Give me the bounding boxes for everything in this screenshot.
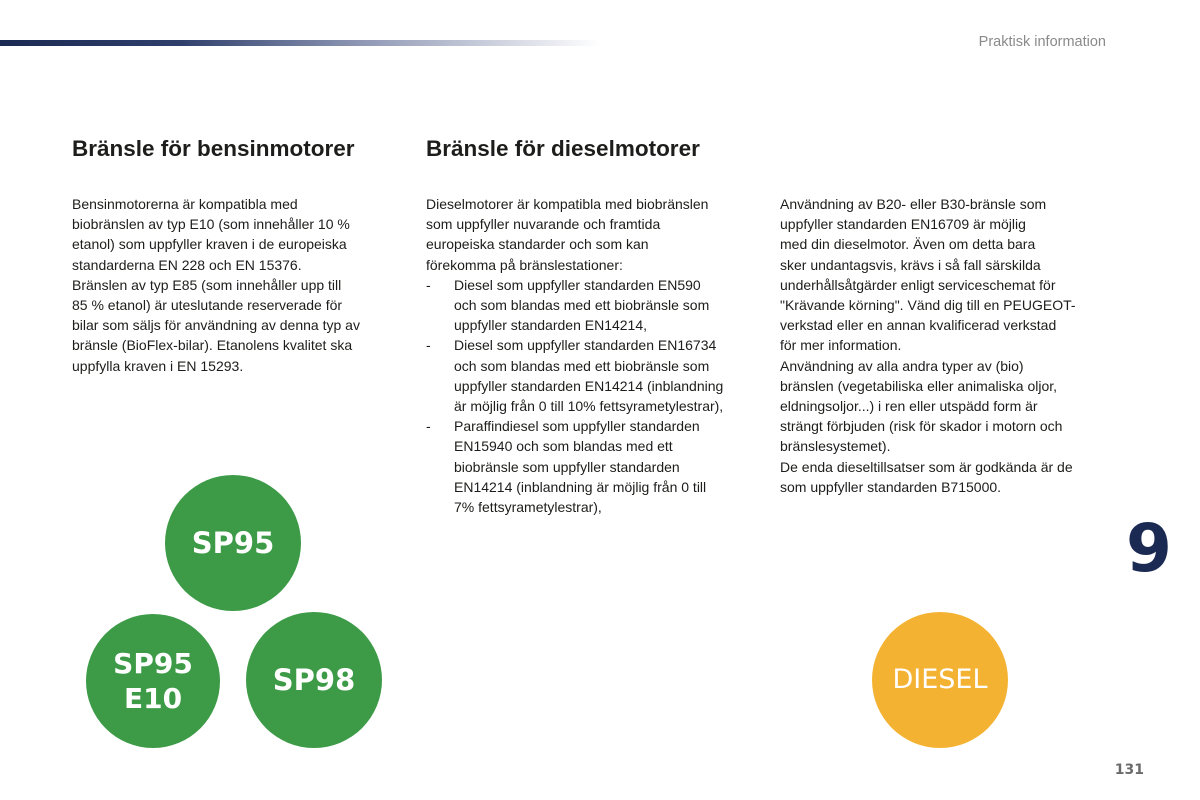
text-line: och som blandas med ett biobränsle som: [454, 297, 710, 314]
text-line: som uppfyller nuvarande och framtida: [426, 216, 661, 233]
text-line: 85 % etanol) är uteslutande reserverade för: [72, 297, 343, 314]
sp95-e10-badge-label-line2: E10: [123, 682, 183, 715]
text-line: för mer information.: [780, 337, 902, 354]
text-line: underhållsåtgärder enligt serviceschemat för: [780, 276, 1056, 293]
text-line: EN14214 (inblandning är möjlig från 0 till: [454, 478, 707, 495]
text-line: med din dieselmotor. Även om detta bara: [780, 236, 1036, 253]
sp98-badge-label: SP98: [272, 662, 356, 697]
text-line: europeiska standarder och som kan: [426, 236, 649, 253]
text-line: bilar som säljs för användning av denna typ av: [72, 317, 360, 334]
sp95-e10-badge-label-line1: SP95: [113, 647, 193, 680]
text-line: bränslesystemet).: [780, 438, 891, 455]
text-line: uppfylla kraven i EN 15293.: [72, 357, 244, 374]
text-line: Bensinmotorerna är kompatibla med: [72, 196, 298, 212]
text-line: som uppfyller standarden B715000.: [780, 478, 1002, 495]
page-number: 131: [1114, 762, 1144, 778]
text-line: bränslen (vegetabiliska eller animaliska oljor,: [780, 377, 1058, 394]
diesel-heading: Bränsle för dieselmotorer: [426, 136, 700, 161]
petrol-paragraph: [72, 194, 402, 376]
text-line: 7% fettsyrametylestrar),: [454, 499, 602, 516]
text-line: bränsle (BioFlex-bilar). Etanolens kvalitet ska: [72, 337, 353, 354]
diesel-notes: [780, 194, 1125, 497]
petrol-heading: Bränsle för bensinmotorer: [72, 136, 355, 161]
text-line: uppfyller standarden EN16709 är möjlig: [780, 216, 1026, 233]
text-line: biobränsle som uppfyller standarden: [454, 458, 680, 475]
text-line: förekomma på bränslestationer:: [426, 256, 623, 273]
petrol-body: [72, 194, 402, 376]
text-line: verkstad eller en annan kvalificerad verkstad: [780, 317, 1057, 334]
sp95-e10-fuel-badge: [86, 614, 220, 748]
text-line: uppfyller standarden EN14214 (inblandning: [454, 377, 724, 394]
list-item: [426, 275, 766, 336]
text-line: Användning av B20- eller B30-bränsle som: [780, 196, 1047, 212]
header-gradient-bar: [0, 40, 600, 46]
diesel-intro: [426, 194, 766, 275]
text-line: standarderna EN 228 och EN 15376.: [72, 256, 302, 273]
text-line: Paraffindiesel som uppfyller standarden: [454, 418, 700, 435]
text-line: strängt förbjuden (risk för skador i motorn och: [780, 418, 1063, 435]
text-line: "Krävande körning". Vänd dig till en PEUGEOT-: [780, 297, 1076, 314]
text-line: biobränslen av typ E10 (som innehåller 10 %: [72, 216, 350, 233]
list-item: [426, 416, 766, 517]
text-line: Användning av alla andra typer av (bio): [780, 357, 1024, 374]
text-line: sker undantagsvis, krävs i så fall särskilda: [780, 256, 1041, 273]
text-line: eldningsoljor...) i ren eller utspädd form är: [780, 398, 1038, 415]
diesel-body: [426, 194, 766, 517]
list-item: [426, 335, 766, 416]
text-line: Dieselmotorer är kompatibla med biobränslen: [426, 196, 709, 212]
section-label: Praktisk information: [978, 34, 1106, 50]
diesel-fuel-list: [426, 275, 766, 517]
text-line: EN15940 och som blandas med ett: [454, 438, 673, 455]
sp95-fuel-badge: [165, 475, 301, 611]
diesel-notes-paragraph: [780, 194, 1125, 497]
text-line: och som blandas med ett biobränsle som: [454, 357, 710, 374]
sp95-badge-label: SP95: [191, 525, 275, 560]
text-line: Bränslen av typ E85 (som innehåller upp till: [72, 276, 342, 293]
text-line: uppfyller standarden EN14214,: [454, 317, 648, 334]
text-line: etanol) som uppfyller kraven i de europeiska: [72, 236, 347, 253]
text-line: De enda dieseltillsatser som är godkända är de: [780, 458, 1073, 475]
text-line: är möjlig från 0 till 10% fettsyrametylestrar),: [454, 398, 724, 415]
sp98-fuel-badge: [246, 612, 382, 748]
text-line: Diesel som uppfyller standarden EN16734: [454, 337, 717, 354]
chapter-number: 9: [1126, 510, 1172, 587]
diesel-badge-label: DIESEL: [892, 664, 988, 696]
diesel-fuel-badge: [872, 612, 1008, 748]
text-line: Diesel som uppfyller standarden EN590: [454, 276, 701, 293]
